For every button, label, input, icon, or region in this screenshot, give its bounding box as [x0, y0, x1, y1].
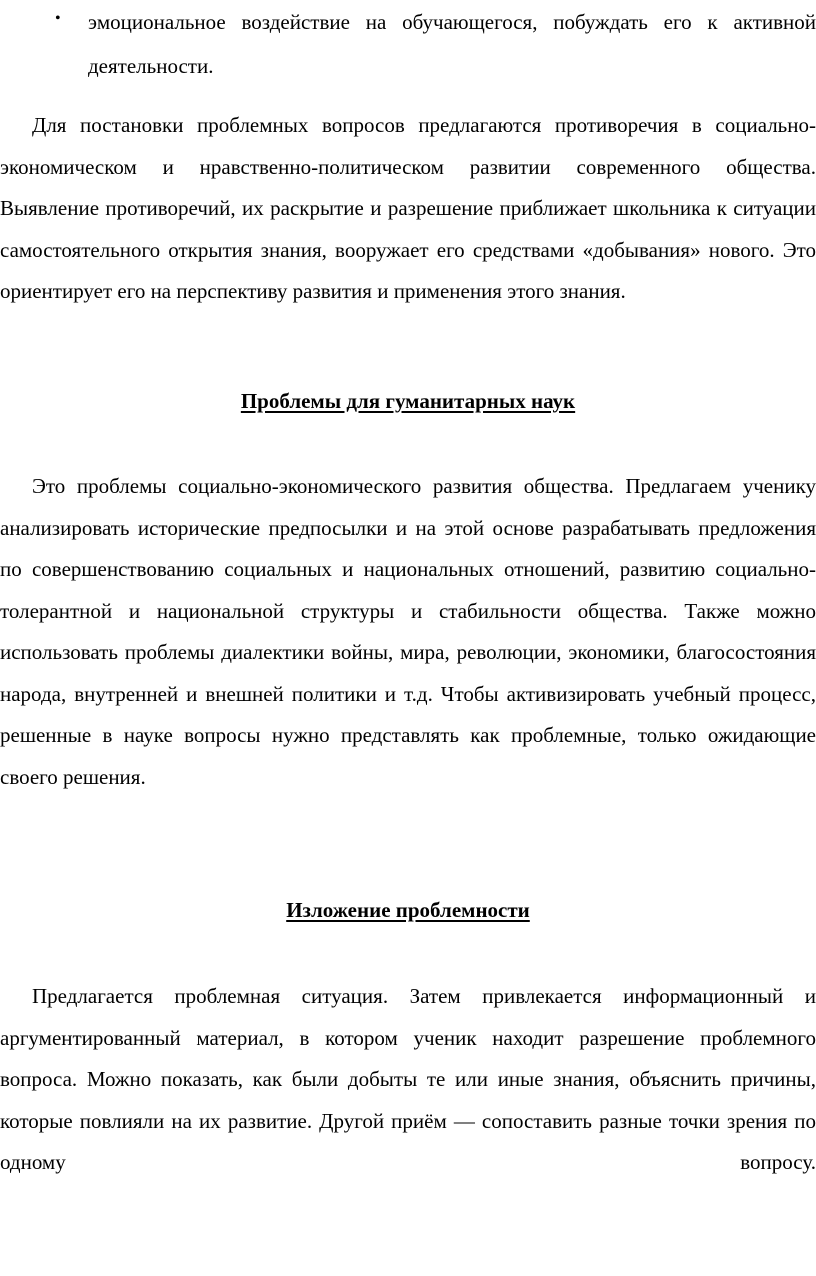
section-heading-humanities-text: Проблемы для гуманитарных наук: [240, 389, 576, 413]
bullet-marker: •: [55, 10, 61, 27]
paragraph-humanities-problems: Это проблемы социально-экономического развития общества. Предлагаем ученику анализировать исторические предпосылки и на этой основе разрабатывать предложения по совершенствованию социальных и национальных отношений, развитию социально-толерантной и национальной структуры и стабильности общества. Также можно использовать проблемы диалектики войны, мира, революции, экономики, благосостояния народа, внутренней и внешней политики и т.д. Чтобы активизировать учебный процесс, решенные в науке вопросы нужно представлять как проблемные, только ожидающие своего решения.: [0, 474, 816, 789]
bullet-list-item: [0, 0, 816, 90]
section-heading-problem-presentation: [0, 895, 816, 925]
paragraph-problem-situation: Предлагается проблемная ситуация. Затем привлекается информационный и аргументированный материал, в котором ученик находит разрешение проблемного вопроса. Можно показать, как были добыты те или иные знания, объяснить причины, которые повлияли на их развитие. Другой приём — сопоставить разные точки зрения по одному вопросу.: [0, 984, 816, 1174]
section-heading-humanities: [0, 386, 816, 416]
section-heading-problem-presentation-text: Изложение проблемности: [286, 898, 530, 922]
paragraph-contradictions: Для постановки проблемных вопросов предлагаются противоречия в социально-экономическом и нравственно-политическом развитии современного общества. Выявление противоречий, их раскрытие и разрешение приближает школьника к ситуации самостоятельного открытия знания, вооружает его средствами «добывания» нового. Это ориентирует его на перспективу развития и применения этого знания.: [0, 113, 816, 303]
bullet-item-text: эмоциональное воздействие на обучающегося, побуждать его к активной деятельности.: [88, 10, 816, 78]
